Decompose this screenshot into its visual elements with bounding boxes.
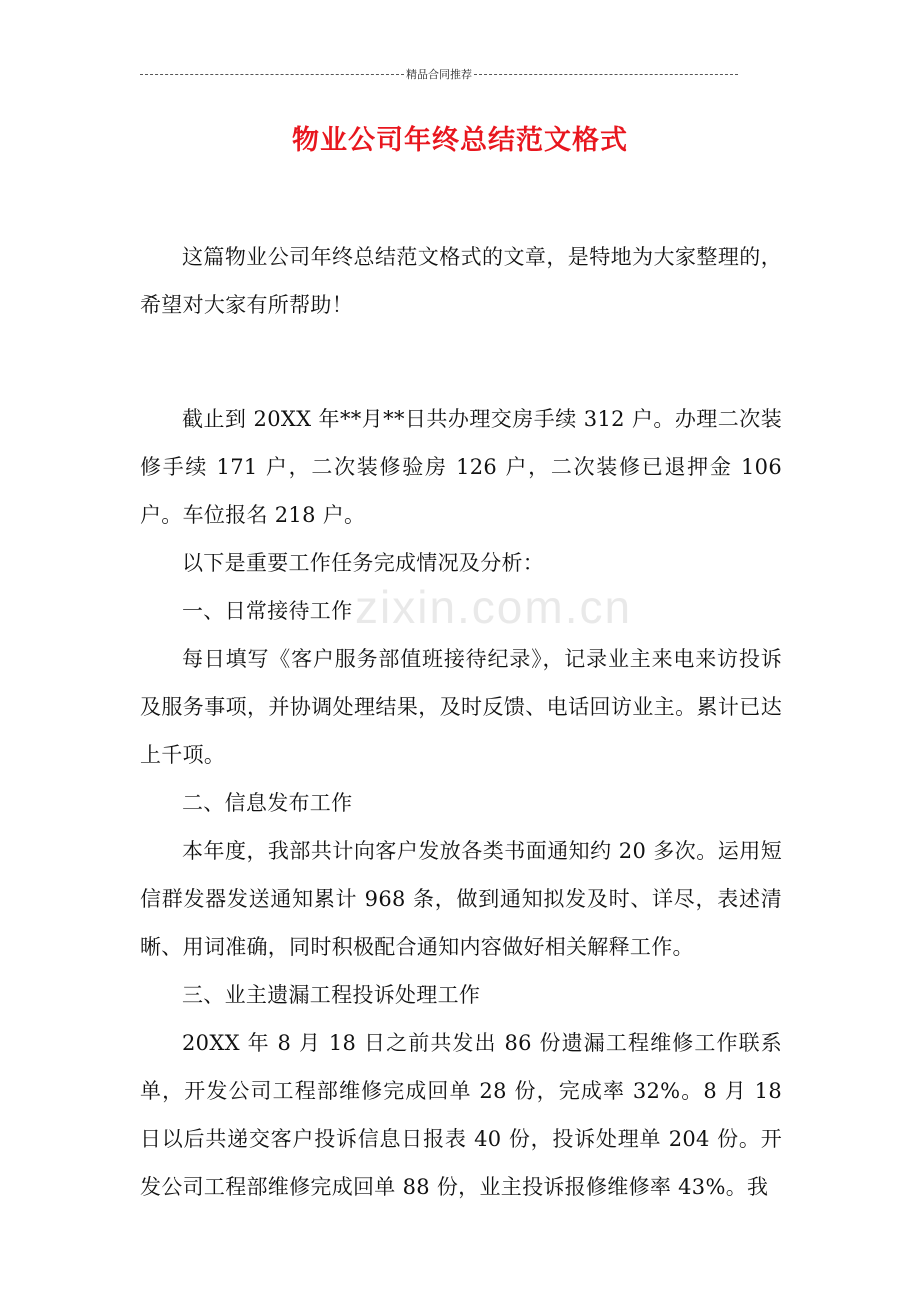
summary-paragraph: 截止到 20XX 年**月**日共办理交房手续 312 户。办理二次装修手续 171 户，二次装修验房 126 户，二次装修已退押金 106 户。车位报名 218 户。	[140, 407, 782, 527]
spacer	[140, 329, 782, 395]
task-intro-paragraph: 以下是重要工作任务完成情况及分析：	[182, 551, 545, 575]
header-divider	[140, 66, 738, 82]
document-body	[140, 233, 782, 1211]
complaints-paragraph: 20XX 年 8 月 18 日之前共发出 86 份遗漏工程维修工作联系单，开发公司工程部维修完成回单 28 份，完成率 32%。8 月 18 日以后共递交客户投诉信息日报表 40 份，投诉处理单 204 份。开发公司工程部维修完成回单 88 份，业主投诉报修维修率 43%。我	[140, 1031, 782, 1199]
header-dash-right	[474, 74, 738, 75]
header-label: 精品合同推荐	[406, 69, 472, 81]
section-heading-notices: 二、信息发布工作	[182, 791, 353, 815]
intro-paragraph: 这篇物业公司年终总结范文格式的文章，是特地为大家整理的，希望对大家有所帮助！	[140, 245, 782, 317]
document-title: 物业公司年终总结范文格式	[292, 125, 628, 156]
notices-paragraph: 本年度，我部共计向客户发放各类书面通知约 20 多次。运用短信群发器发送通知累计 968 条，做到通知拟发及时、详尽，表述清晰、用词准确，同时积极配合通知内容做好相关解释工作。	[140, 839, 782, 959]
reception-paragraph: 每日填写《客户服务部值班接待纪录》，记录业主来电来访投诉及服务事项，并协调处理结果，及时反馈、电话回访业主。累计已达上千项。	[140, 647, 782, 767]
section-heading-complaints: 三、业主遗漏工程投诉处理工作	[182, 983, 481, 1007]
header-dash-left	[140, 74, 404, 75]
watermark: zixin.com.cn	[355, 581, 633, 633]
section-heading-reception: 一、日常接待工作	[182, 599, 353, 623]
